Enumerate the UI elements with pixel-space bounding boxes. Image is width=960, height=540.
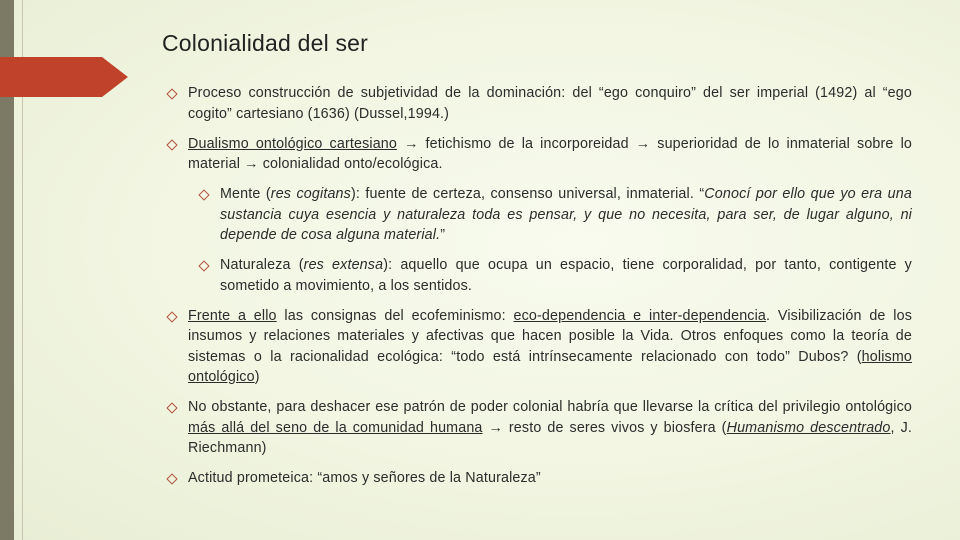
bullet-prometeica <box>166 468 912 489</box>
underlined-text: más allá del seno de la comunidad humana <box>188 419 483 436</box>
bullet-text: Naturaleza ( <box>220 257 304 273</box>
bullet-text: . Visibilización de los insumos y relaciones materiales y afectivas que hacen posible la Vida. Otros enfoques como la teoría de sistemas o la racionalidad ecológica: “todo está intrínsecamente relacionado con todo” Dubos? ( <box>188 307 912 365</box>
bullet-text: superioridad de lo inmaterial sobre lo material <box>188 135 912 172</box>
sub-bullet-naturaleza <box>198 255 912 296</box>
bullet-text: resto de seres vivos y biosfera ( <box>502 419 727 436</box>
diamond-bullet-icon <box>166 139 177 150</box>
italic-text: res extensa <box>303 257 384 273</box>
arrow-right-icon: → <box>488 419 503 436</box>
slide-content <box>166 83 912 498</box>
bullet-text: fetichismo de la incorporeidad <box>418 135 636 152</box>
descartes-quote: Conocí por ello que yo era una sustancia cuya esencia y naturaleza toda es pensar, y que no necesita, para ser, de lugar alguno, ni depende de cosa alguna material. <box>220 186 912 243</box>
underlined-text: Dualismo ontológico cartesiano <box>188 135 398 152</box>
underlined-text: holismo ontológico <box>188 348 912 385</box>
italic-text: res cogitans <box>270 186 351 202</box>
bullet-text: colonialidad onto/ecológica. <box>258 156 443 172</box>
bullet-ego-conquiro <box>166 83 912 124</box>
diamond-bullet-icon <box>198 189 209 200</box>
bullet-dualismo <box>166 134 912 175</box>
diamond-bullet-icon <box>166 473 177 484</box>
slide-title: Colonialidad del ser <box>162 30 369 56</box>
arrow-right-icon: → <box>244 156 259 172</box>
arrow-right-icon: → <box>404 135 419 152</box>
bullet-text: las consignas del ecofeminismo: <box>276 307 514 324</box>
bullet-text: No obstante, para deshacer ese patrón de poder colonial habría que llevarse la crítica del privilegio ontológico <box>188 399 912 415</box>
underlined-text: Frente a ello <box>188 307 277 324</box>
bullet-text: ” <box>440 227 446 243</box>
bullet-ecofeminismo <box>166 306 912 388</box>
diamond-bullet-icon <box>166 402 177 413</box>
bullet-no-obstante <box>166 397 912 459</box>
bullet-text: ) <box>254 369 260 385</box>
diamond-bullet-icon <box>198 260 209 271</box>
sub-bullet-mente <box>198 184 912 246</box>
bullet-text: , J. Riechmann) <box>188 419 913 456</box>
bullet-text: ): aquello que ocupa un espacio, tiene corporalidad, por tanto, contigente y sometido a movimiento, a los sentidos. <box>220 257 912 294</box>
bullet-text: Mente ( <box>220 186 271 202</box>
underlined-text: eco-dependencia e inter-dependencia <box>513 307 767 324</box>
bullet-text: Actitud prometeica: “amos y señores de la Naturaleza” <box>188 470 541 486</box>
diamond-bullet-icon <box>166 311 177 322</box>
bullet-text: Proceso construcción de subjetividad de la dominación: del “ego conquiro” del ser imperial (1492) al “ego cogito” cartesiano (1636) (Dussel,1994.) <box>188 85 912 122</box>
bullet-text: ): fuente de certeza, consenso universal, inmaterial. “ <box>350 186 705 202</box>
diamond-bullet-icon <box>166 88 177 99</box>
arrow-right-icon: → <box>635 135 651 152</box>
underlined-italic-text: Humanismo descentrado <box>726 419 891 436</box>
title-accent-band <box>0 57 128 97</box>
